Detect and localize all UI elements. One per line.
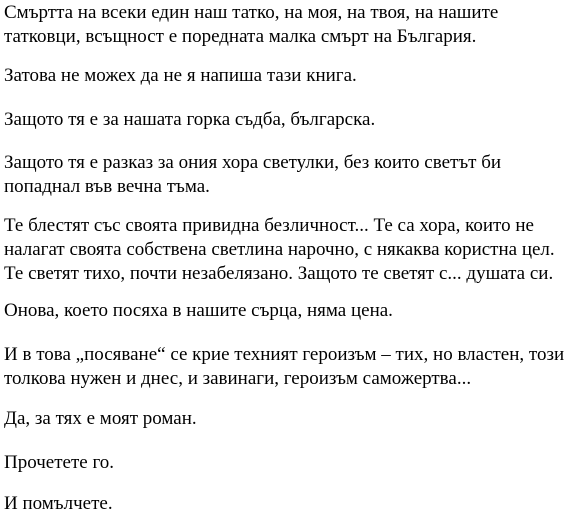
paragraph-6 (4, 299, 393, 323)
paragraph-10 (4, 492, 113, 516)
text-line: Защото тя е за нашата горка съдба, българска. (4, 109, 376, 130)
paragraph-4 (4, 151, 501, 199)
paragraph-8 (4, 407, 197, 431)
text-line: И в това „посяване“ се крие техният героизъм – тих, но властен, този (4, 344, 565, 365)
text-line: налагат своята собствена светлина нарочно, с някаква користна цел. (4, 239, 555, 260)
paragraph-2 (4, 64, 357, 88)
text-line: Затова не можех да не я напиша тази книга. (4, 65, 357, 86)
paragraph-7 (4, 343, 564, 391)
paragraph-1 (4, 1, 498, 49)
text-line: И помълчете. (4, 493, 113, 514)
text-line: Онова, което посяха в нашите сърца, няма цена. (4, 300, 393, 321)
text-line: Защото тя е разказ за ония хора светулки, без които светът би (4, 152, 502, 173)
paragraph-9 (4, 451, 114, 475)
paragraph-5 (4, 214, 555, 286)
text-line: толкова нужен и днес, и завинаги, героизъм саможертва... (4, 368, 472, 389)
text-line: Смъртта на всеки един наш татко, на моя, на твоя, на нашите (4, 2, 499, 23)
text-line: Те блестят със своята привидна безличност... Те са хора, които не (4, 215, 534, 236)
text-line: Да, за тях е моят роман. (4, 408, 197, 429)
text-line: Те светят тихо, почти незабелязано. Защото те светят с... душата си. (4, 263, 554, 284)
text-line: попаднал във вечна тъма. (4, 176, 210, 197)
paragraph-3 (4, 108, 375, 132)
text-line: Прочетете го. (4, 452, 115, 473)
text-line: татковци, всъщност е поредната малка смърт на България. (4, 26, 477, 47)
